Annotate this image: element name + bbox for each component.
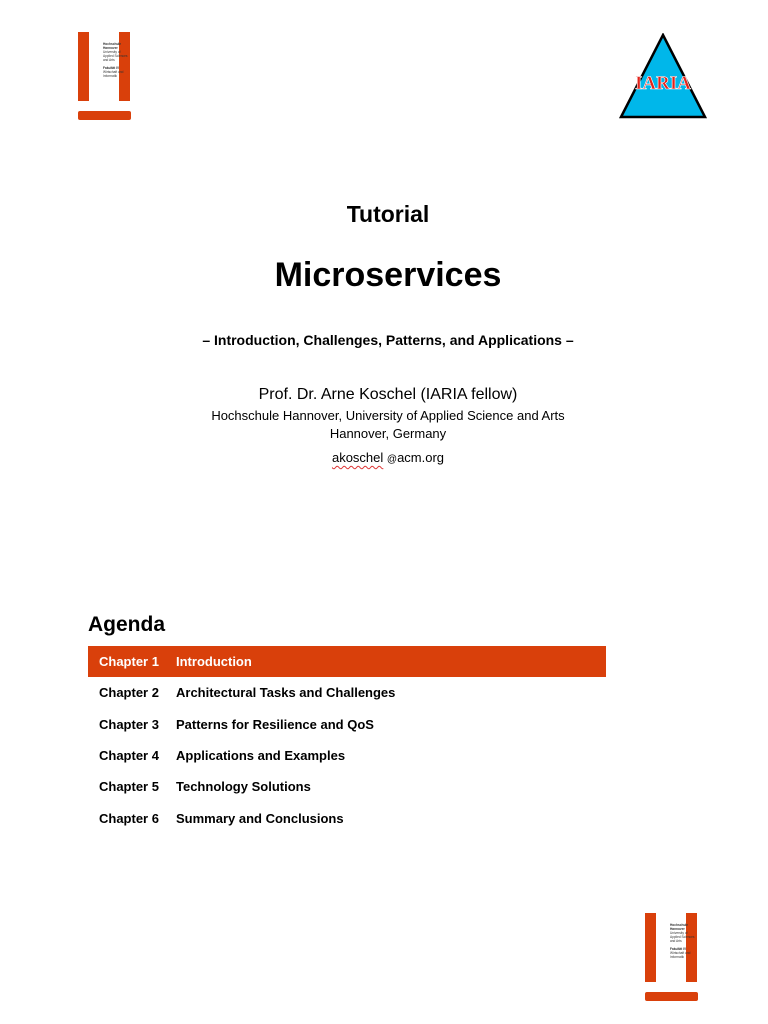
- location: Hannover, Germany: [329, 426, 447, 441]
- agenda-chapter-label: Chapter 3: [99, 716, 159, 732]
- logo-text-line: University of: [670, 931, 688, 935]
- logo-text-line: Informatik: [103, 74, 117, 78]
- logo-bar-left: [645, 913, 656, 982]
- logo-text-line: Fakultät IV: [670, 947, 687, 951]
- logo-text-line: and Arts: [103, 58, 115, 62]
- iaria-logo: [619, 33, 707, 119]
- hochschule-logo-top: [78, 32, 138, 124]
- tutorial-kicker: Tutorial: [346, 201, 430, 227]
- subtitle: – Introduction, Challenges, Patterns, and Applications –: [202, 332, 574, 348]
- agenda-heading: Agenda: [88, 613, 166, 636]
- logo-text-line: Applied Sciences: [670, 935, 695, 939]
- agenda-chapter-label: Chapter 1: [99, 654, 159, 670]
- agenda-chapter-title: Architectural Tasks and Challenges: [176, 685, 396, 701]
- iaria-label: IARIA: [635, 73, 691, 94]
- logo-text-line: Wirtschaft und: [103, 70, 124, 74]
- agenda-item: [88, 677, 606, 708]
- logo-text-line: Hochschule: [103, 42, 122, 46]
- email-user: akoschel: [331, 450, 384, 465]
- agenda-chapter-title: Introduction: [176, 654, 252, 670]
- agenda-chapter-title: Technology Solutions: [176, 779, 311, 795]
- agenda-chapter-title: Summary and Conclusions: [176, 810, 344, 826]
- logo-text-line: and Arts: [670, 939, 682, 943]
- author-name: Prof. Dr. Arne Koschel (IARIA fellow): [258, 386, 518, 403]
- logo-text-line: Hochschule: [670, 923, 689, 927]
- logo-underline: [645, 992, 698, 1001]
- logo-text-line: Informatik: [670, 955, 684, 959]
- institution: Hochschule Hannover, University of Applied Science and Arts: [211, 408, 565, 423]
- email-domain: acm.org: [397, 450, 445, 465]
- agenda-chapter-label: Chapter 6: [99, 810, 159, 826]
- agenda-chapter-label: Chapter 2: [99, 685, 159, 701]
- agenda-item: [88, 709, 606, 740]
- agenda-chapter-title: Applications and Examples: [176, 748, 346, 764]
- logo-text-line: Applied Sciences: [103, 54, 128, 58]
- email-address[interactable]: [0, 450, 768, 465]
- iaria-triangle-icon: [619, 33, 707, 119]
- logo-text-line: Hannover: [670, 927, 685, 931]
- logo-text-line: Wirtschaft und: [670, 951, 691, 955]
- agenda-item: [88, 740, 606, 771]
- agenda-chapter-label: Chapter 4: [99, 748, 159, 764]
- logo-text-line: Hannover: [103, 46, 118, 50]
- email-at-sign: @: [386, 454, 398, 465]
- agenda-list: [88, 646, 606, 834]
- agenda-item: [88, 771, 606, 802]
- page-title: Microservices: [274, 256, 502, 294]
- logo-text-line: University of: [103, 50, 121, 54]
- logo-underline: [78, 111, 131, 120]
- agenda-item: [88, 646, 606, 677]
- agenda-chapter-title: Patterns for Resilience and QoS: [176, 716, 374, 732]
- hochschule-logo-bottom: [645, 913, 705, 1005]
- agenda-chapter-label: Chapter 5: [99, 779, 159, 795]
- agenda-item: [88, 802, 606, 833]
- logo-text-line: Fakultät IV: [103, 66, 120, 70]
- logo-bar-left: [78, 32, 89, 101]
